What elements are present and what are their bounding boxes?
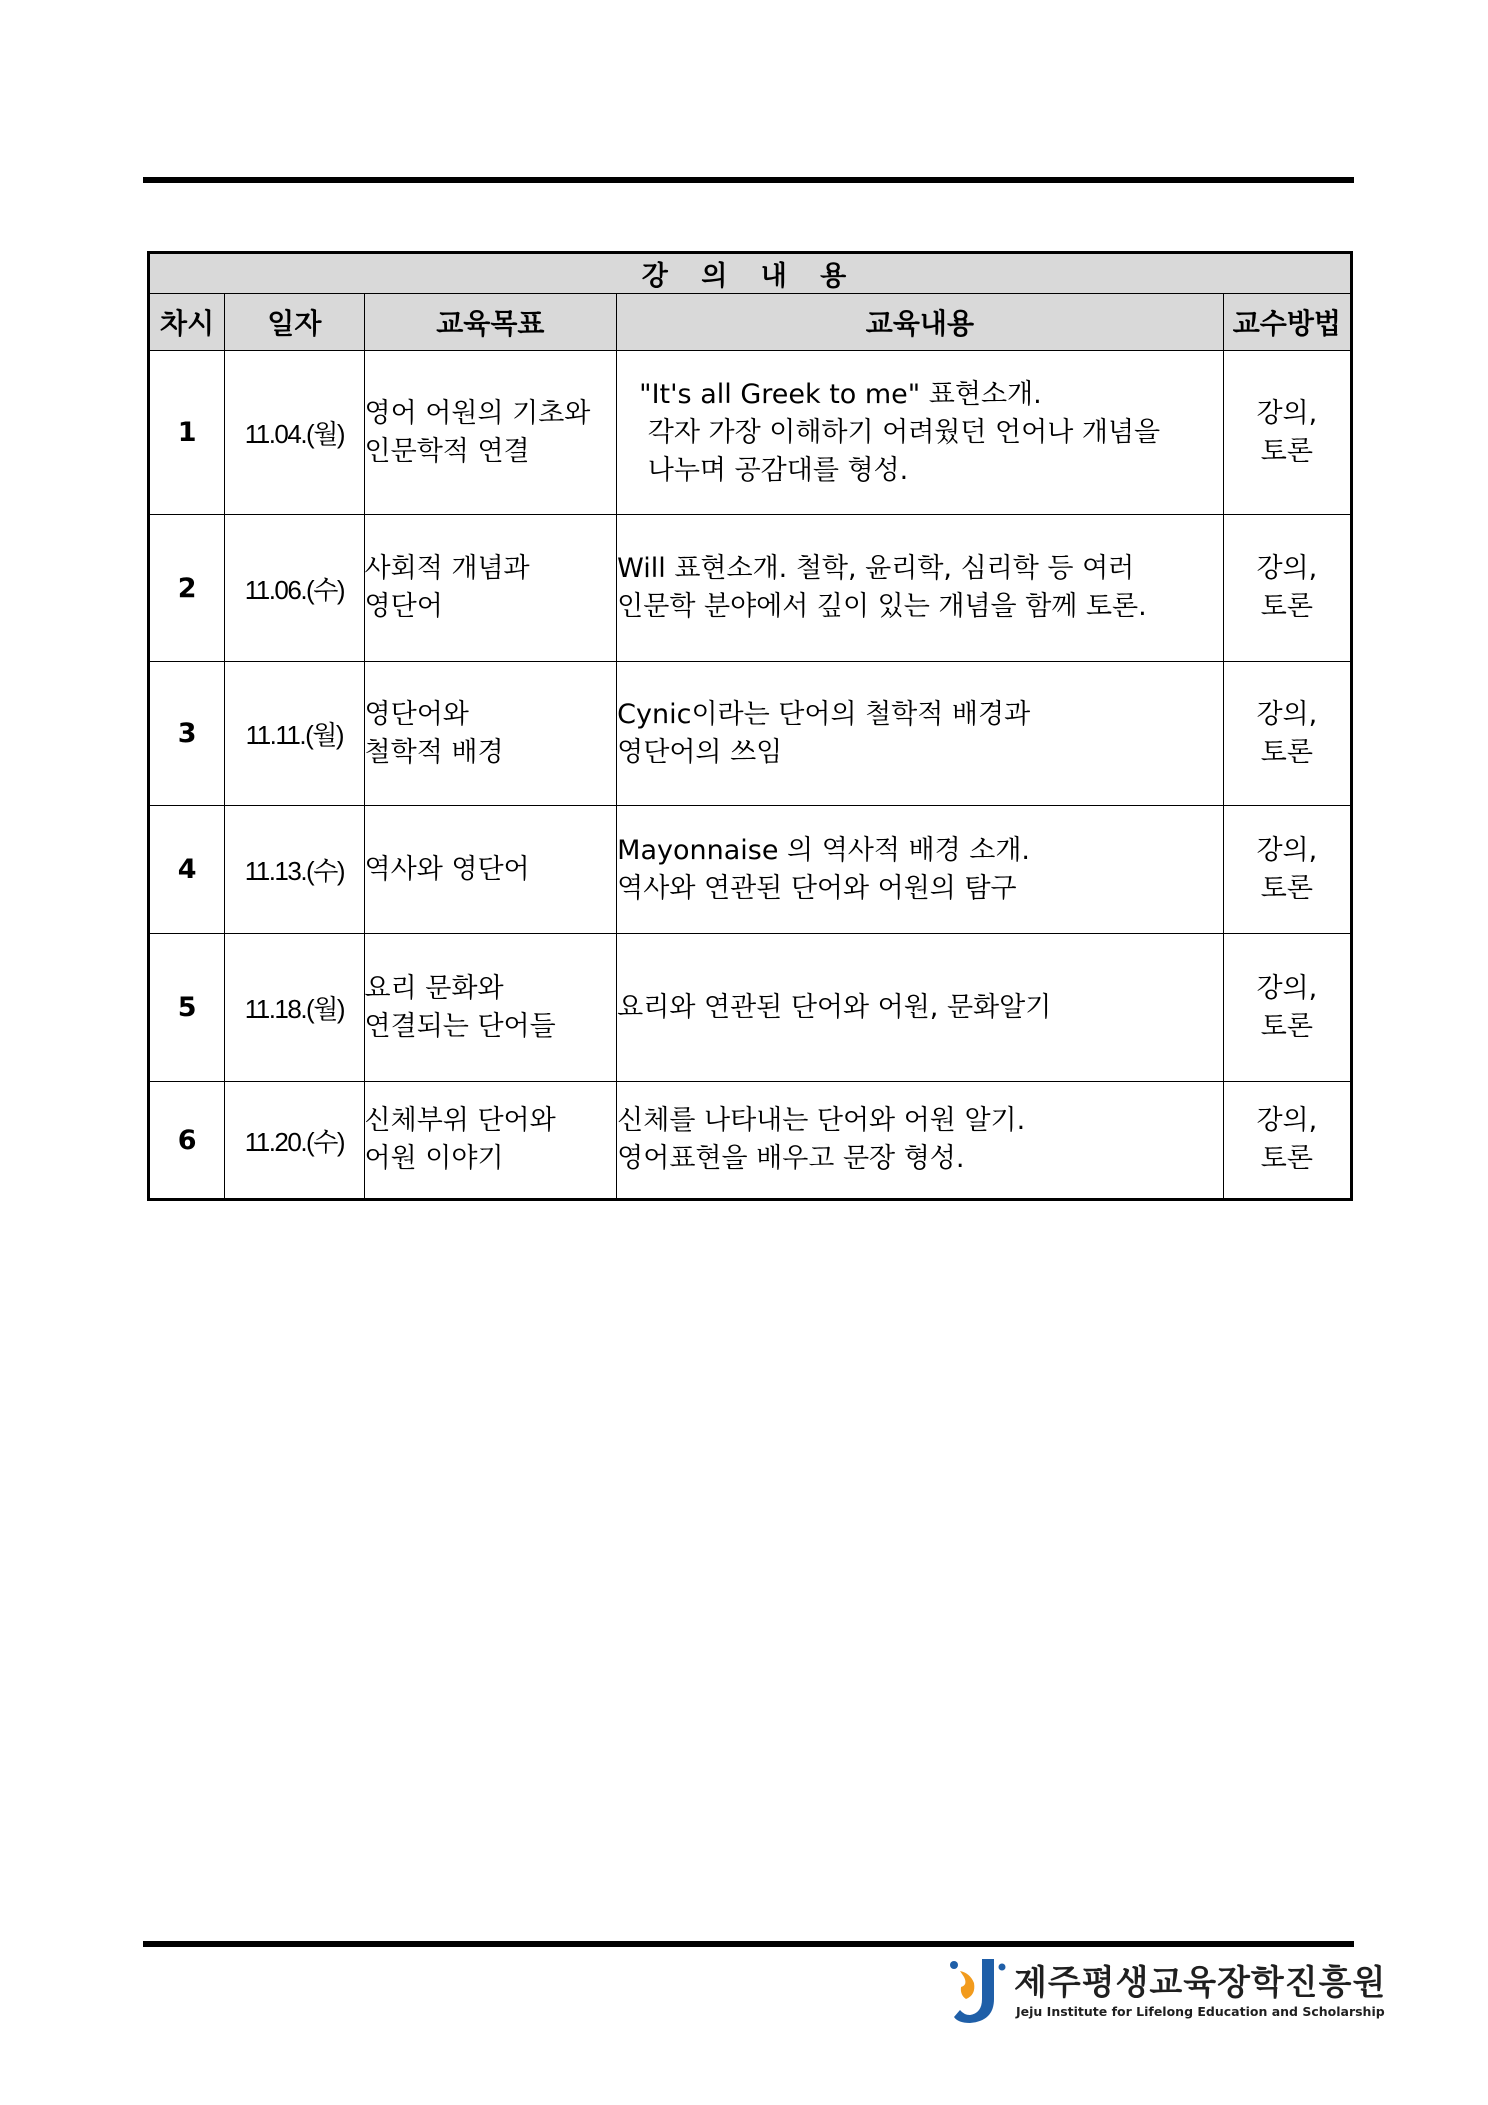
content-line: Will 표현소개. 철학, 윤리학, 심리학 등 여러	[617, 553, 1135, 584]
session-number: 5	[149, 934, 225, 1082]
session-date: 11.06.(수)	[225, 515, 364, 662]
header-session: 차시	[149, 294, 225, 351]
session-method	[1223, 662, 1351, 806]
method-line: 강의,	[1256, 834, 1318, 866]
method-line: 토론	[1260, 1143, 1313, 1174]
content-line: 영어표현을 배우고 문장 형성.	[617, 1143, 965, 1174]
session-method	[1223, 351, 1351, 515]
table-row	[149, 515, 1352, 662]
goal-line: 영단어	[364, 591, 443, 622]
goal-line: 요리 문화와	[364, 972, 504, 1004]
session-method	[1223, 1082, 1351, 1200]
session-number: 4	[149, 806, 225, 934]
session-content	[617, 351, 1224, 515]
goal-line: 사회적 개념과	[364, 553, 530, 584]
session-date: 11.20.(수)	[225, 1082, 364, 1200]
institute-name: 제주평생교육장학진흥원	[1014, 1963, 1387, 2003]
goal-line: 영단어와	[364, 698, 469, 730]
session-number: 6	[149, 1082, 225, 1200]
lecture-schedule-table	[147, 251, 1353, 1201]
goal-line: 영어 어원의 기초와	[364, 397, 591, 429]
bottom-rule	[143, 1941, 1354, 1947]
header-goal: 교육목표	[364, 294, 617, 351]
session-content	[617, 515, 1224, 662]
content-line: "It's all Greek to me" 표현소개.	[639, 378, 1042, 410]
table-caption: 강 의 내 용	[149, 253, 1352, 294]
method-line: 토론	[1260, 1010, 1313, 1042]
method-line: 강의,	[1256, 972, 1318, 1004]
method-line: 토론	[1260, 435, 1313, 467]
content-line: 인문학 분야에서 깊이 있는 개념을 함께 토론.	[617, 591, 1147, 622]
header-method: 교수방법	[1223, 294, 1351, 351]
session-goal	[364, 515, 617, 662]
session-date: 11.04.(월)	[225, 351, 364, 515]
session-goal	[364, 806, 617, 934]
header-date: 일자	[225, 294, 364, 351]
header-content: 교육내용	[617, 294, 1224, 351]
content-line: 각자 가장 이해하기 어려웠던 언어나 개념을	[639, 416, 1161, 448]
table-row	[149, 662, 1352, 806]
method-line: 토론	[1260, 872, 1313, 904]
session-goal	[364, 351, 617, 515]
session-goal	[364, 934, 617, 1082]
session-date: 11.13.(수)	[225, 806, 364, 934]
goal-line: 어원 이야기	[364, 1143, 504, 1174]
session-number: 3	[149, 662, 225, 806]
table-row	[149, 1082, 1352, 1200]
institute-name-english: Jeju Institute for Lifelong Education and Scholarship	[1016, 2004, 1385, 2019]
session-method	[1223, 934, 1351, 1082]
session-number: 1	[149, 351, 225, 515]
method-line: 토론	[1260, 591, 1313, 622]
session-goal	[364, 1082, 617, 1200]
top-rule	[143, 177, 1354, 183]
session-method	[1223, 806, 1351, 934]
session-content	[617, 934, 1224, 1082]
session-content	[617, 806, 1224, 934]
session-method	[1223, 515, 1351, 662]
session-number: 2	[149, 515, 225, 662]
goal-line: 신체부위 단어와	[364, 1105, 556, 1136]
content-line: 역사와 연관된 단어와 어원의 탐구	[617, 872, 1017, 904]
content-line: Cynic이라는 단어의 철학적 배경과	[617, 698, 1031, 730]
goal-line: 연결되는 단어들	[364, 1010, 556, 1042]
content-line: 요리와 연관된 단어와 어원, 문화알기	[617, 991, 1052, 1023]
content-line: 나누며 공감대를 형성.	[639, 454, 909, 486]
session-date: 11.11.(월)	[225, 662, 364, 806]
goal-line: 철학적 배경	[364, 736, 504, 768]
method-line: 강의,	[1256, 397, 1318, 429]
session-content	[617, 662, 1224, 806]
method-line: 강의,	[1256, 1105, 1318, 1136]
goal-line: 인문학적 연결	[364, 435, 530, 467]
content-line: Mayonnaise 의 역사적 배경 소개.	[617, 834, 1031, 866]
content-line: 신체를 나타내는 단어와 어원 알기.	[617, 1105, 1026, 1136]
method-line: 강의,	[1256, 553, 1318, 584]
session-goal	[364, 662, 617, 806]
table-row	[149, 806, 1352, 934]
institute-logo-mark-icon	[948, 1955, 1006, 2025]
session-content	[617, 1082, 1224, 1200]
content-line: 영단어의 쓰임	[617, 736, 783, 768]
table-row	[149, 934, 1352, 1082]
method-line: 강의,	[1256, 698, 1318, 730]
goal-line: 역사와 영단어	[364, 853, 530, 885]
institute-logo	[948, 1955, 1387, 2027]
session-date: 11.18.(월)	[225, 934, 364, 1082]
method-line: 토론	[1260, 736, 1313, 768]
table-row	[149, 351, 1352, 515]
